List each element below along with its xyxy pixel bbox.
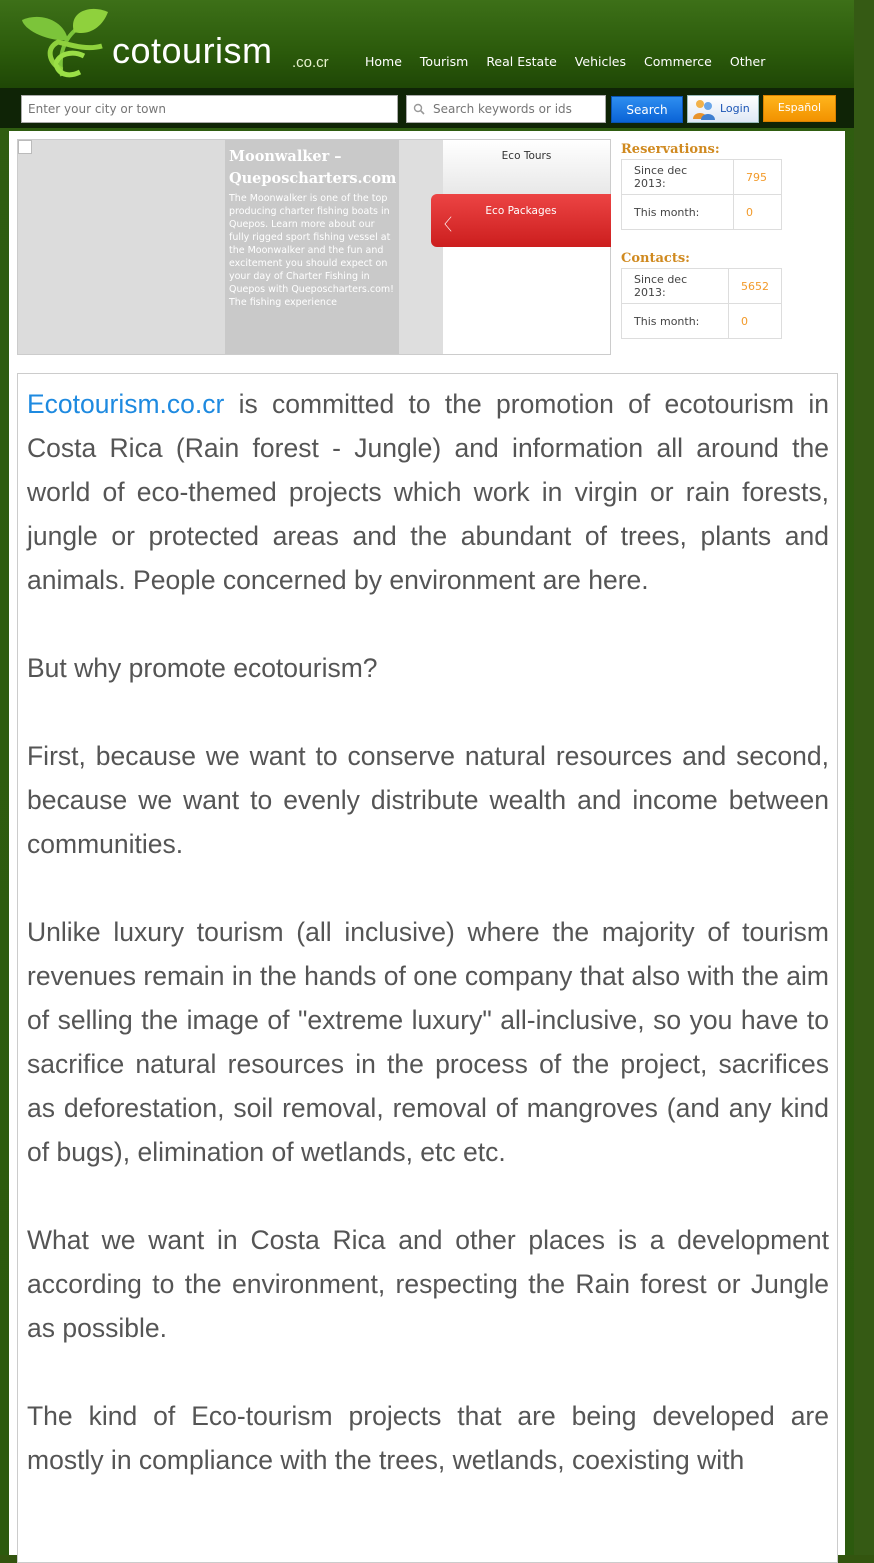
broken-image-icon [18, 140, 32, 154]
chevron-left-icon: 〈 [436, 217, 453, 234]
nav-home[interactable]: Home [365, 54, 402, 69]
promo-caption [225, 140, 399, 354]
site-logo[interactable] [18, 6, 348, 82]
stat-value: 0 [729, 304, 782, 339]
promo-divider [399, 140, 443, 354]
nav-commerce[interactable]: Commerce [644, 54, 712, 69]
promo-image[interactable] [18, 140, 225, 354]
paragraph: The kind of Eco-tourism projects that are being developed are mostly in compliance with the trees, wetlands, coexisting with [27, 1401, 829, 1475]
promo-description: The Moonwalker is one of the top producing charter fishing boats in Quepos. Learn more about our fully rigged sport fishing vessel at the Moonwalker and the fun and excitement you should expect on your day of Charter Fishing in Quepos with Queposcharters.com! The fishing experience [229, 193, 394, 308]
nav-tourism[interactable]: Tourism [419, 54, 469, 69]
site-link[interactable]: Ecotourism.co.cr [27, 389, 225, 419]
reservations-title: Reservations: [621, 142, 720, 157]
stat-label: Since dec 2013: [622, 269, 729, 304]
paragraph: But why promote ecotourism? [27, 653, 378, 683]
nav-other[interactable]: Other [729, 54, 766, 69]
table-row [622, 269, 782, 304]
stat-label: This month: [622, 195, 734, 230]
tab-eco-packages[interactable]: Eco Packages [431, 194, 611, 247]
spanish-language-button[interactable]: Español [763, 95, 836, 122]
table-row [622, 304, 782, 339]
contacts-title: Contacts: [621, 251, 690, 266]
right-edge [854, 0, 874, 1555]
stat-label: This month: [622, 304, 729, 339]
paragraph: Unlike luxury tourism (all inclusive) where the majority of tourism revenues remain in the hands of one company that also with the aim of selling the image of "extreme luxury" all-inclusive, so you have to sacrifice natural resources in the process of the project, sacrifices as deforestation, soil removal, removal of mangroves (and any kind of bugs), elimination of wetlands, etc etc. [27, 917, 829, 1167]
paragraph [27, 382, 829, 602]
tab-eco-tours[interactable]: Eco Tours [443, 140, 610, 194]
paragraph: What we want in Costa Rica and other places is a development according to the environment, respecting the Rain forest or Jungle as possible. [27, 1225, 829, 1343]
table-row [622, 160, 782, 195]
main-nav [356, 54, 774, 69]
nav-real-estate[interactable]: Real Estate [486, 54, 557, 69]
reservations-table [621, 159, 782, 230]
stat-label: Since dec 2013: [622, 160, 734, 195]
article-body [27, 382, 829, 1526]
paragraph: First, because we want to conserve natural resources and second, because we want to evenly distribute wealth and income between communities. [27, 741, 829, 859]
users-icon [691, 97, 717, 121]
search-button[interactable]: Search [611, 96, 683, 123]
stat-value: 0 [734, 195, 782, 230]
search-icon [413, 103, 425, 115]
stat-value: 5652 [729, 269, 782, 304]
contacts-table [621, 268, 782, 339]
paragraph-text: is committed to the promotion of ecotourism in Costa Rica (Rain forest - Jungle) and information all around the world of eco-themed projects which work in virgin or rain forests, jungle or protected areas and the abundant of trees, plants and animals. People concerned by environment are here. [27, 389, 829, 595]
nav-vehicles[interactable]: Vehicles [574, 54, 627, 69]
logo-text: cotourism [112, 30, 273, 71]
keywords-input[interactable] [406, 95, 606, 123]
stat-value: 795 [734, 160, 782, 195]
promo-title[interactable]: Moonwalker – Queposcharters.com [229, 148, 397, 187]
table-row [622, 195, 782, 230]
city-input[interactable] [21, 95, 398, 123]
logo-tld: .co.cr [292, 54, 329, 71]
login-label: Login [720, 102, 750, 115]
login-button[interactable] [687, 95, 759, 123]
